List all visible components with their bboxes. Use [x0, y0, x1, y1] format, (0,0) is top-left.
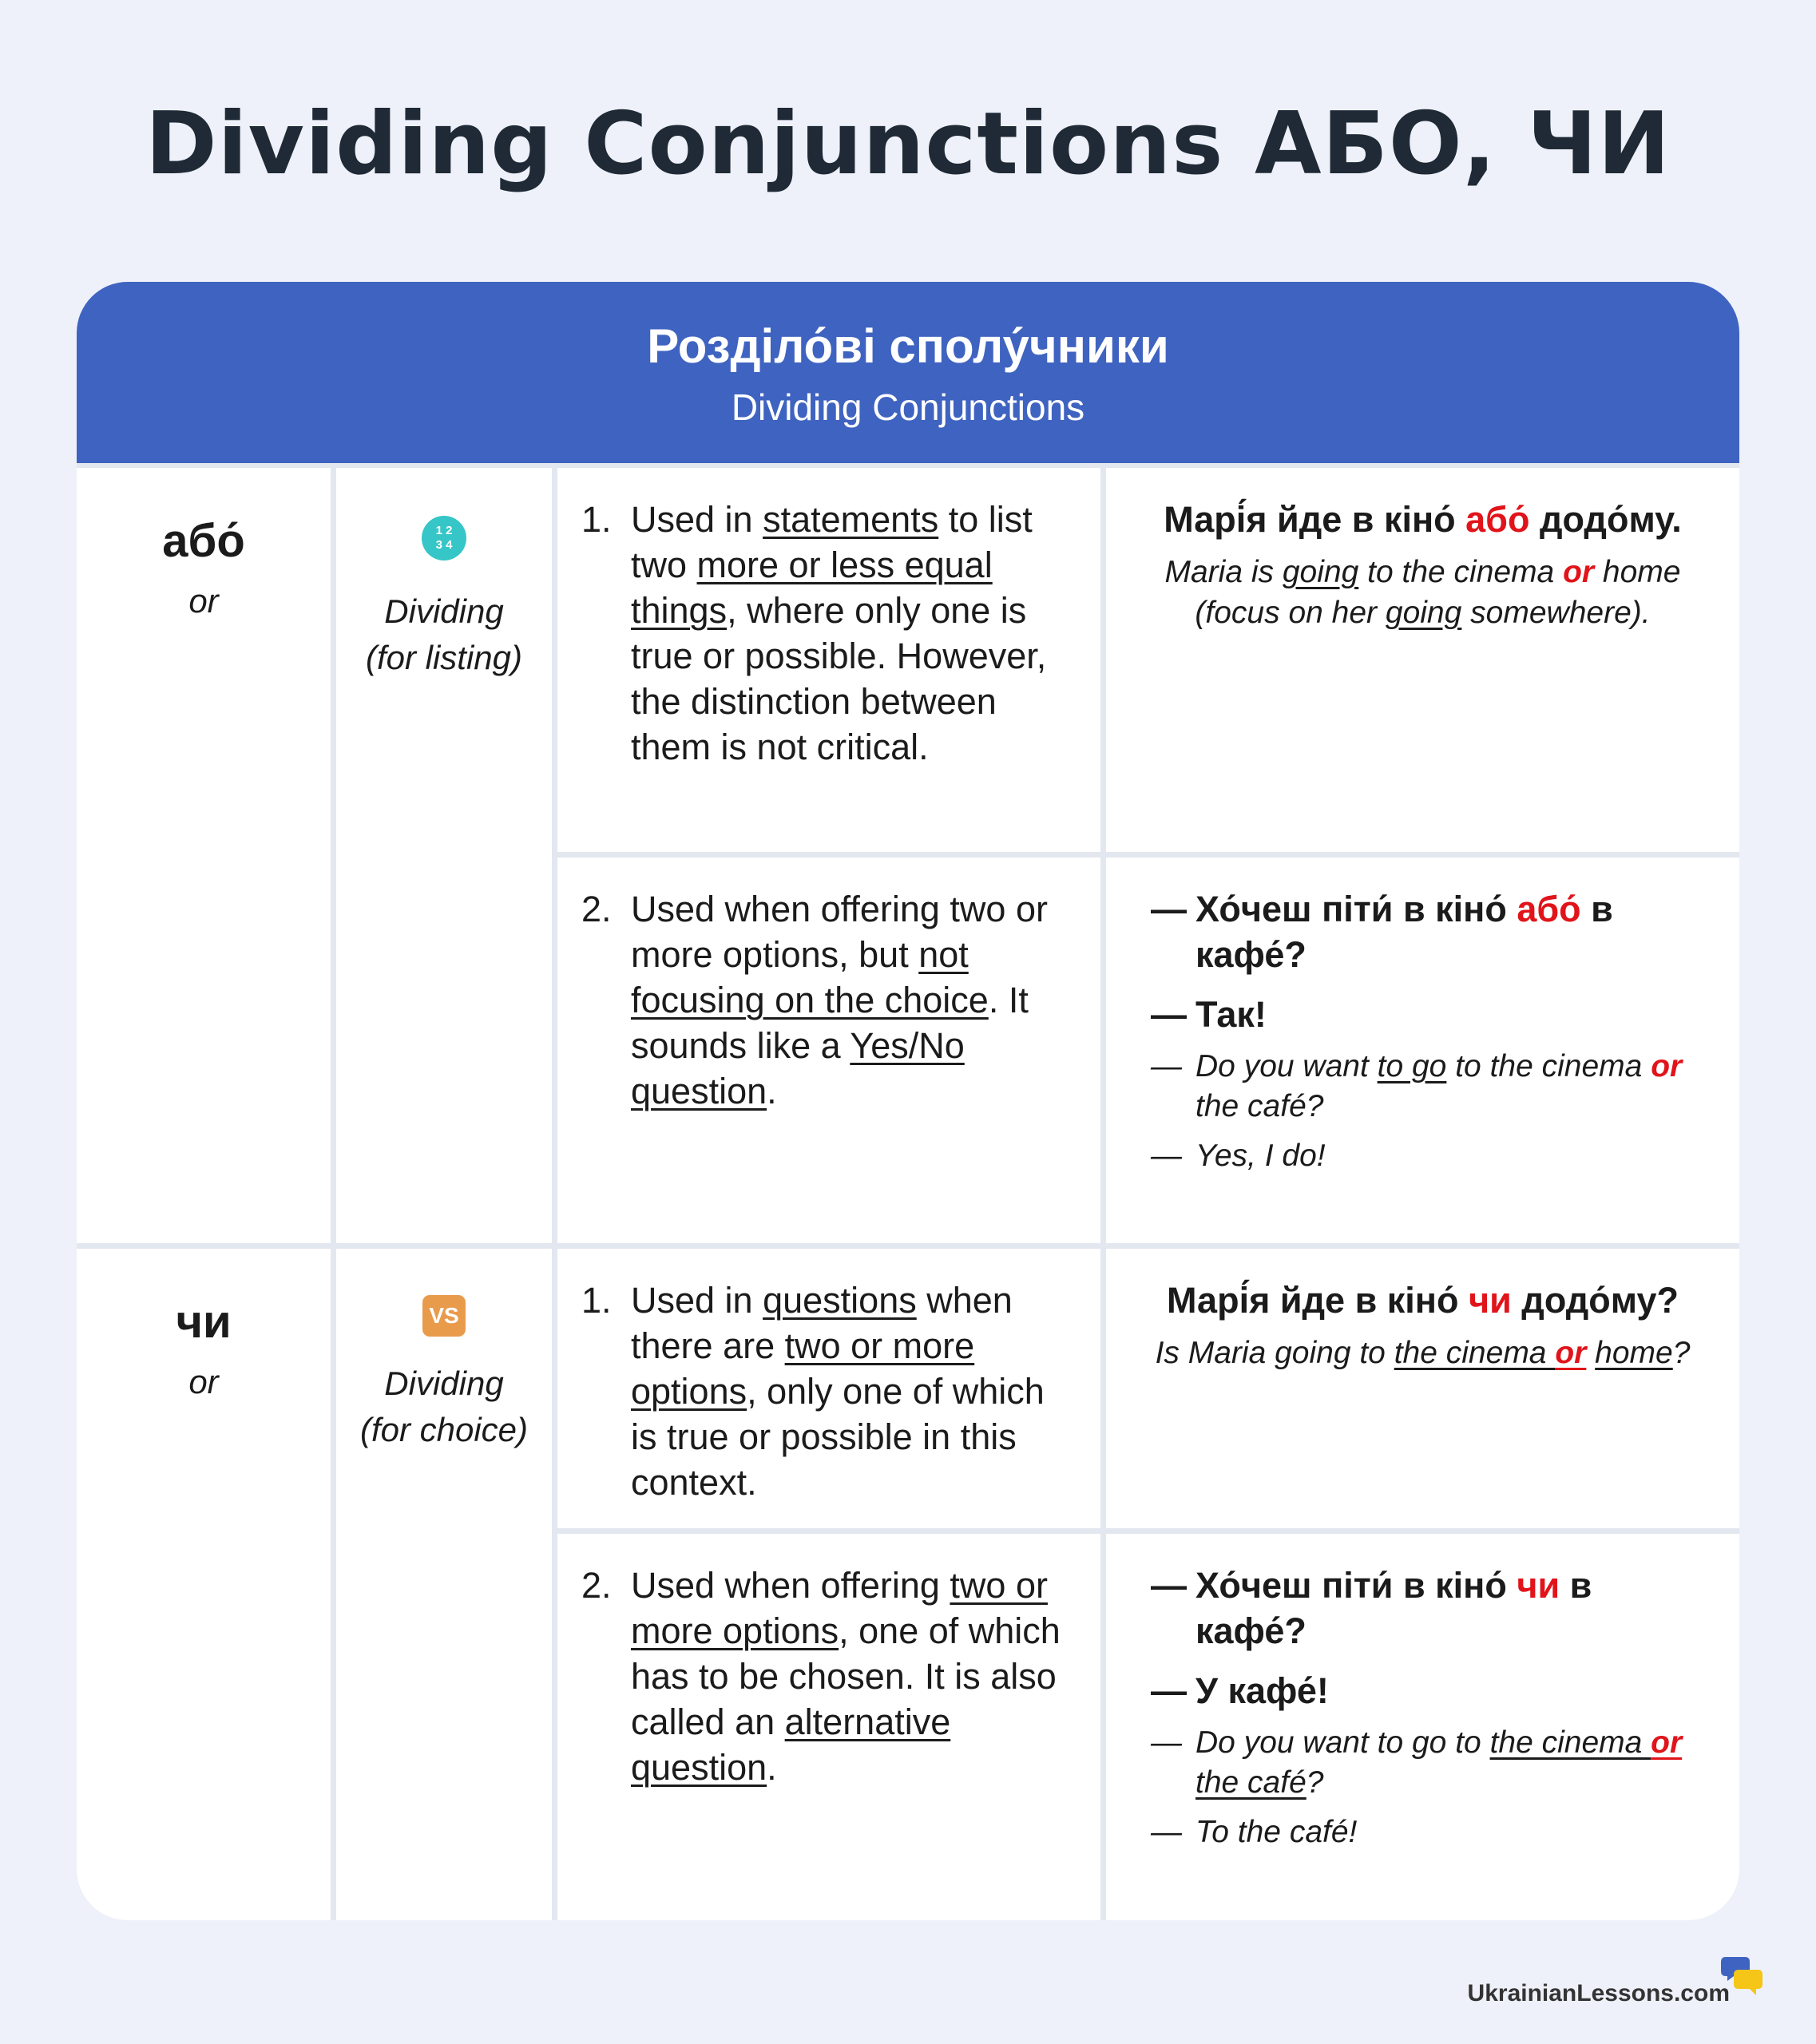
type-label: Dividing (for choice) — [359, 1365, 529, 1448]
dialogue-translation: — Do you want to go to the cinema or the café? — [1151, 1725, 1683, 1800]
word-cell-chy — [77, 1249, 331, 1920]
numbers-icon: 1 2 3 4 — [422, 516, 466, 561]
dialogue-line: — Так! — [1151, 994, 1267, 1035]
site-url[interactable]: UkrainianLessons.com — [1467, 1980, 1730, 2006]
rule-cell — [557, 468, 1100, 852]
rule-text: Used when offering two or more options, but not focusing on the choice. It sounds like a Yes/No question. — [631, 889, 1048, 1111]
rule-cell — [557, 858, 1100, 1243]
page-title: Dividing Conjunctions АБО, ЧИ — [145, 94, 1671, 194]
rule-cell — [557, 1534, 1100, 1920]
type-cell-choice — [336, 1249, 552, 1920]
rule-number: 1. — [581, 499, 612, 540]
conjunction-translation: or — [188, 582, 219, 620]
rule-cell — [557, 1249, 1100, 1528]
header-title-en: Dividing Conjunctions — [731, 386, 1085, 428]
conjunction-word: або́ — [162, 515, 245, 567]
rule-number: 2. — [581, 1565, 612, 1606]
dialogue-line: — Хо́чеш піти́ в кіно́ чи в кафе́? — [1151, 1565, 1592, 1651]
rule-text: Used when offering two or more options, one of which has to be chosen. It is also called an alternative question. — [631, 1565, 1061, 1788]
dialogue-line: — Хо́чеш піти́ в кіно́ або́ в кафе́? — [1151, 889, 1613, 975]
table-header — [77, 282, 1739, 463]
example-cell — [1106, 1534, 1739, 1920]
dialogue-translation: — To the café! — [1151, 1815, 1358, 1849]
example-en: Maria is going to the cinema or home (focus on her going somewhere). — [1164, 555, 1681, 630]
example-en: Is Maria going to the cinema or home? — [1155, 1336, 1691, 1370]
ukrainian-lessons-logo-icon — [1721, 1954, 1762, 1998]
dialogue-translation: — Yes, I do! — [1151, 1139, 1326, 1173]
example-cell — [1106, 858, 1739, 1243]
type-cell-listing — [336, 468, 552, 1243]
example-ua: Марі́я йде в кіно́ або́ додо́му. — [1164, 499, 1682, 540]
vs-icon: VS — [422, 1295, 466, 1337]
example-ua: Марі́я йде в кіно́ чи додо́му? — [1167, 1280, 1679, 1321]
dialogue-translation: — Do you want to go to the cinema or the café? — [1151, 1049, 1683, 1123]
example-cell — [1106, 1249, 1739, 1528]
dialogue-line: — У кафе́! — [1151, 1670, 1329, 1711]
conjunction-translation: or — [188, 1363, 219, 1400]
word-cell-abo — [77, 468, 331, 1243]
rule-number: 2. — [581, 889, 612, 929]
conjunction-word: чи — [176, 1296, 232, 1348]
rule-number: 1. — [581, 1280, 612, 1321]
example-cell — [1106, 468, 1739, 852]
rule-text: Used in questions when there are two or more options, only one of which is true or possible in this context. — [631, 1280, 1045, 1503]
type-label: Dividing (for listing) — [365, 592, 523, 676]
rule-text: Used in statements to list two more or less equal things, where only one is true or possible. However, the distinction between them is not critical. — [631, 499, 1047, 767]
header-title-ua: Розділо́ві сполу́чники — [647, 319, 1169, 373]
conjunctions-table — [77, 282, 1739, 1920]
